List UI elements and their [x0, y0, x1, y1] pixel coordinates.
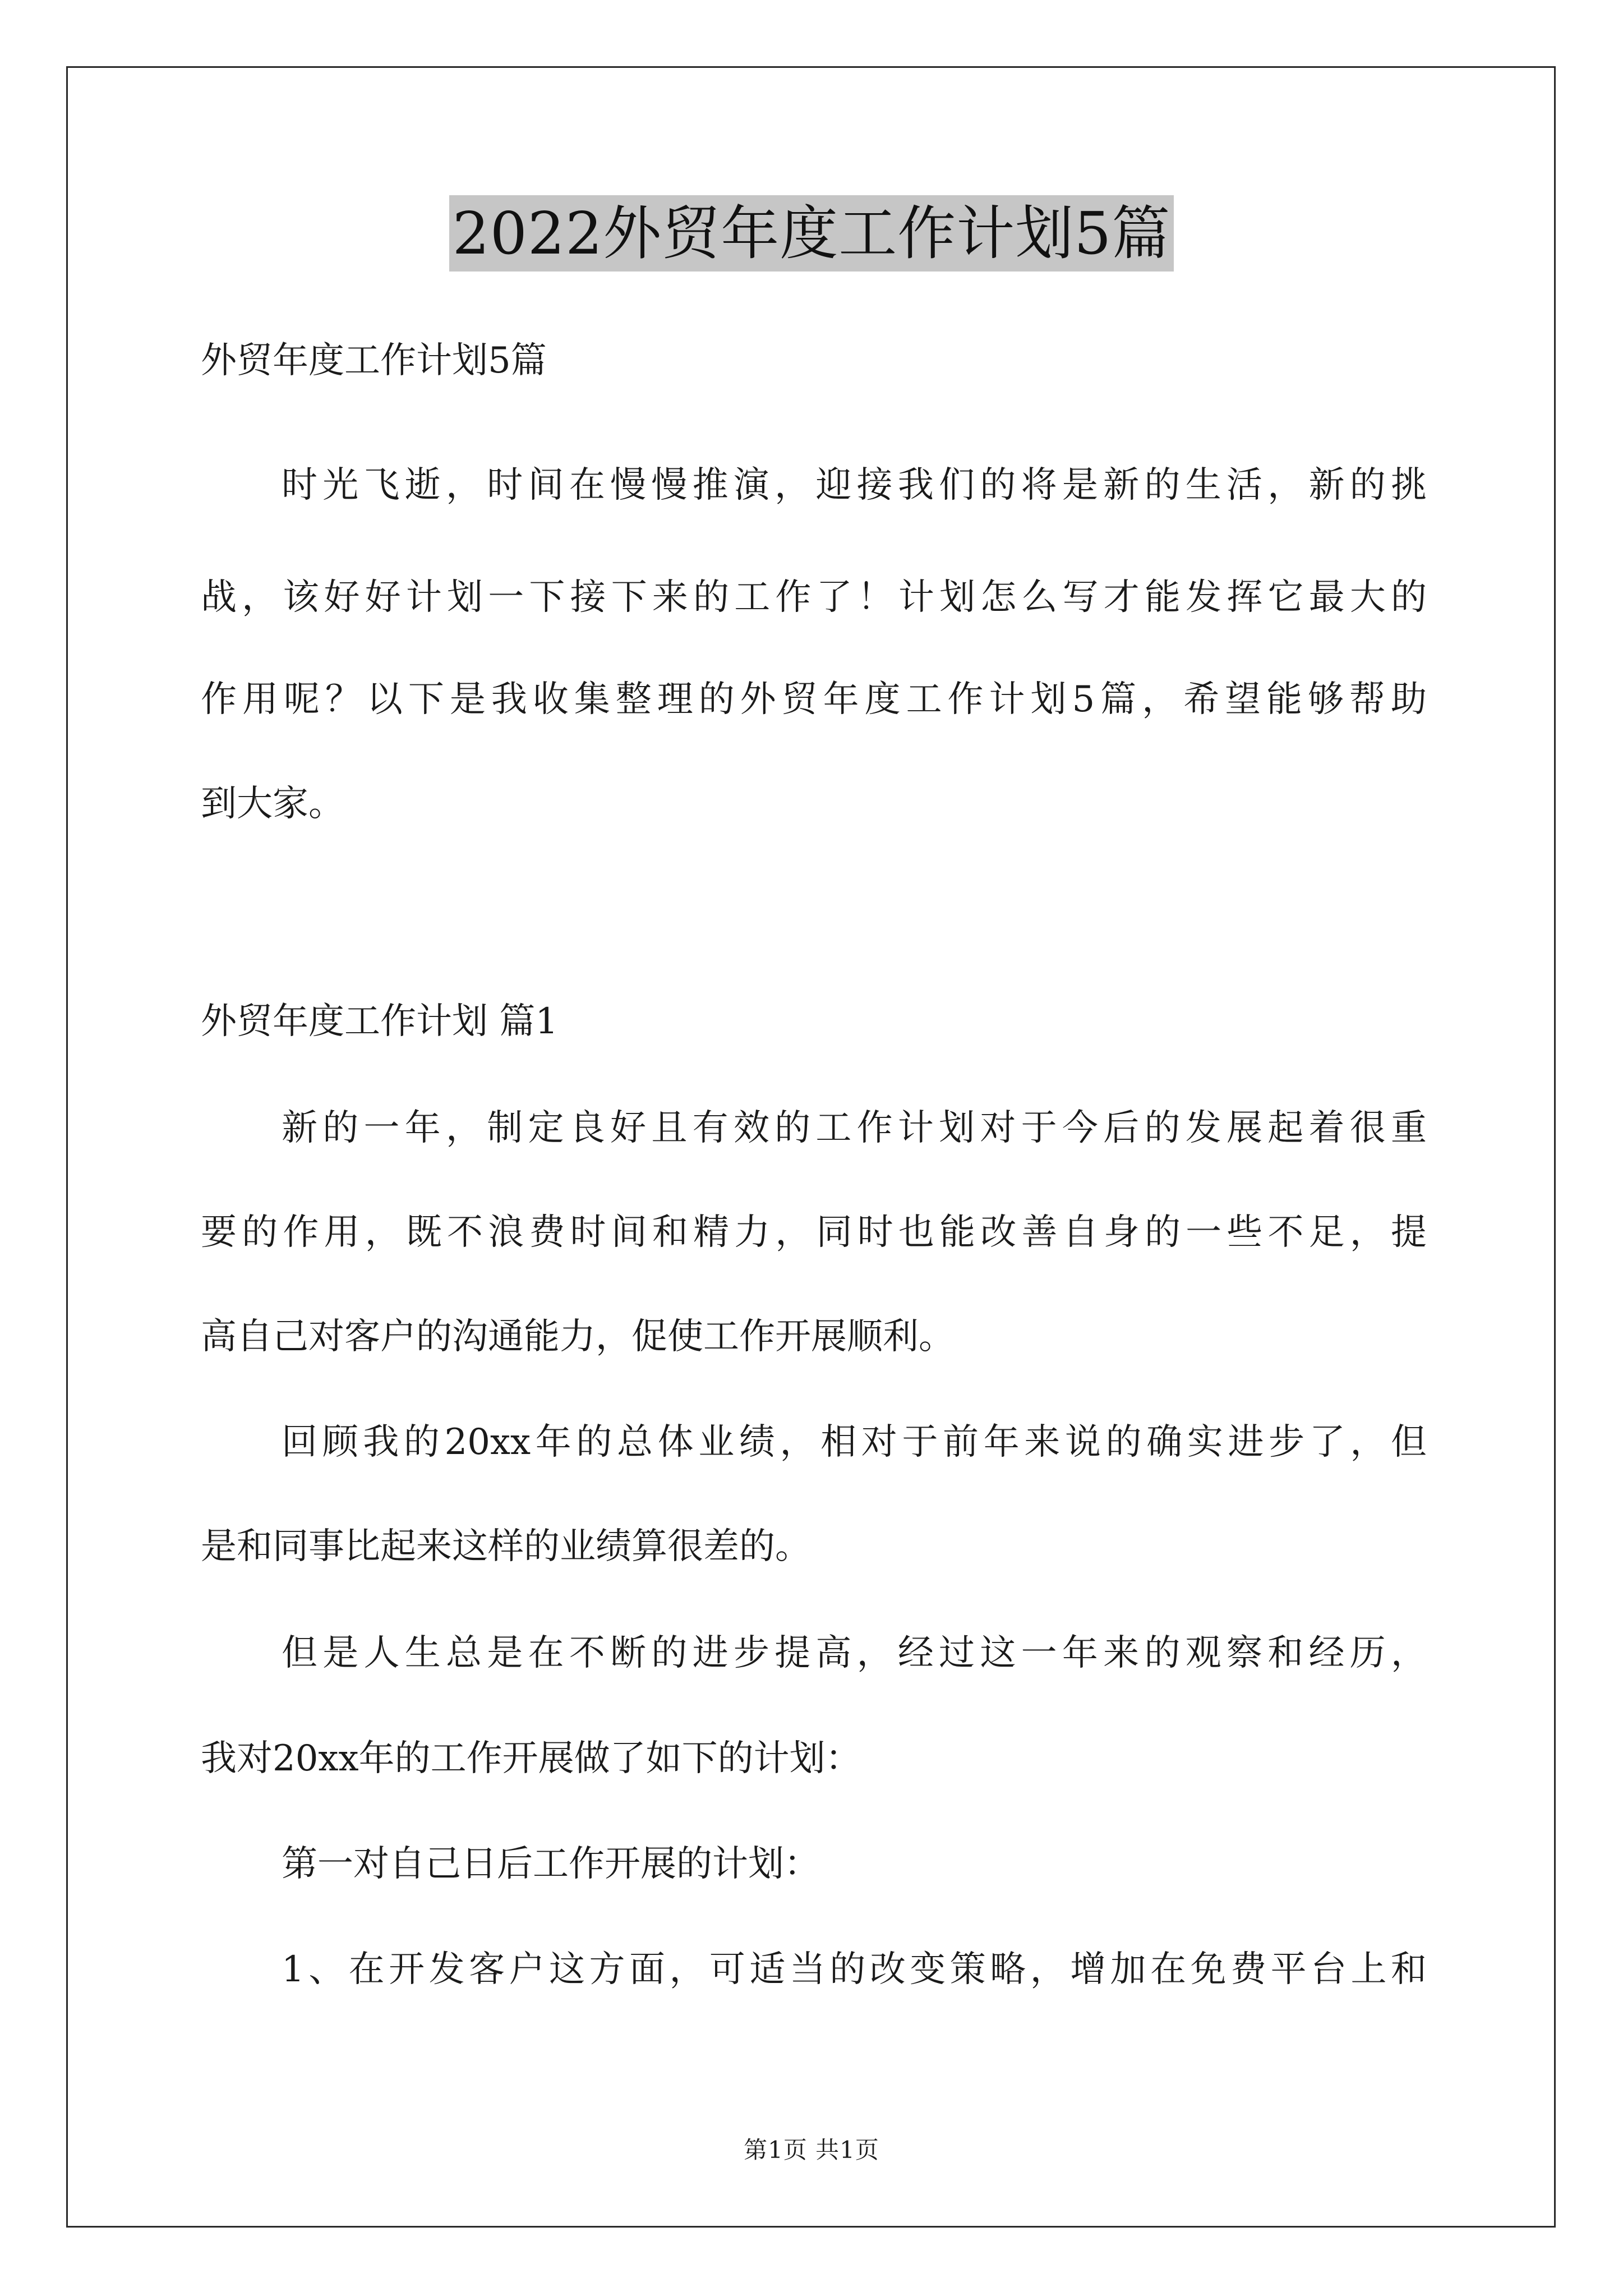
- paragraph-line: 是和同事比起来这样的业绩算很差的。: [201, 1526, 811, 1567]
- paragraph-line: 到大家。: [201, 783, 344, 825]
- paragraph-line: 要的作用，既不浪费时间和精力，同时也能改善自身的一些不足，提: [201, 1212, 1427, 1253]
- paragraph-line: 我对20xx年的工作开展做了如下的计划：: [201, 1738, 861, 1779]
- paragraph-line: 战，该好好计划一下接下来的工作了！计划怎么写才能发挥它最大的: [201, 577, 1427, 618]
- paragraph-line: 作用呢？以下是我收集整理的外贸年度工作计划5篇，希望能够帮助: [201, 679, 1427, 720]
- paragraph-line: 回顾我的20xx年的总体业绩，相对于前年来说的确实进步了，但: [282, 1421, 1427, 1463]
- page-footer: 第1页 共1页: [744, 2136, 879, 2164]
- document-title: 2022外贸年度工作计划5篇: [449, 195, 1174, 272]
- paragraph-line: 1、在开发客户这方面，可适当的改变策略，增加在免费平台上和: [282, 1949, 1427, 1990]
- paragraph-line: 高自己对客户的沟通能力，促使工作开展顺利。: [201, 1316, 955, 1358]
- title-wrap: [0, 195, 1623, 272]
- paragraph-line: 新的一年，制定良好且有效的工作计划对于今后的发展起着很重: [282, 1107, 1427, 1149]
- paragraph-line: 第一对自己日后工作开展的计划：: [282, 1843, 820, 1885]
- paragraph-line: 但是人生总是在不断的进步提高，经过这一年来的观察和经历，: [282, 1632, 1427, 1674]
- section-heading: 外贸年度工作计划 篇1: [201, 1001, 559, 1042]
- document-subtitle: 外贸年度工作计划5篇: [201, 340, 547, 381]
- paragraph-line: 时光飞逝，时间在慢慢推演，迎接我们的将是新的生活，新的挑: [282, 464, 1427, 506]
